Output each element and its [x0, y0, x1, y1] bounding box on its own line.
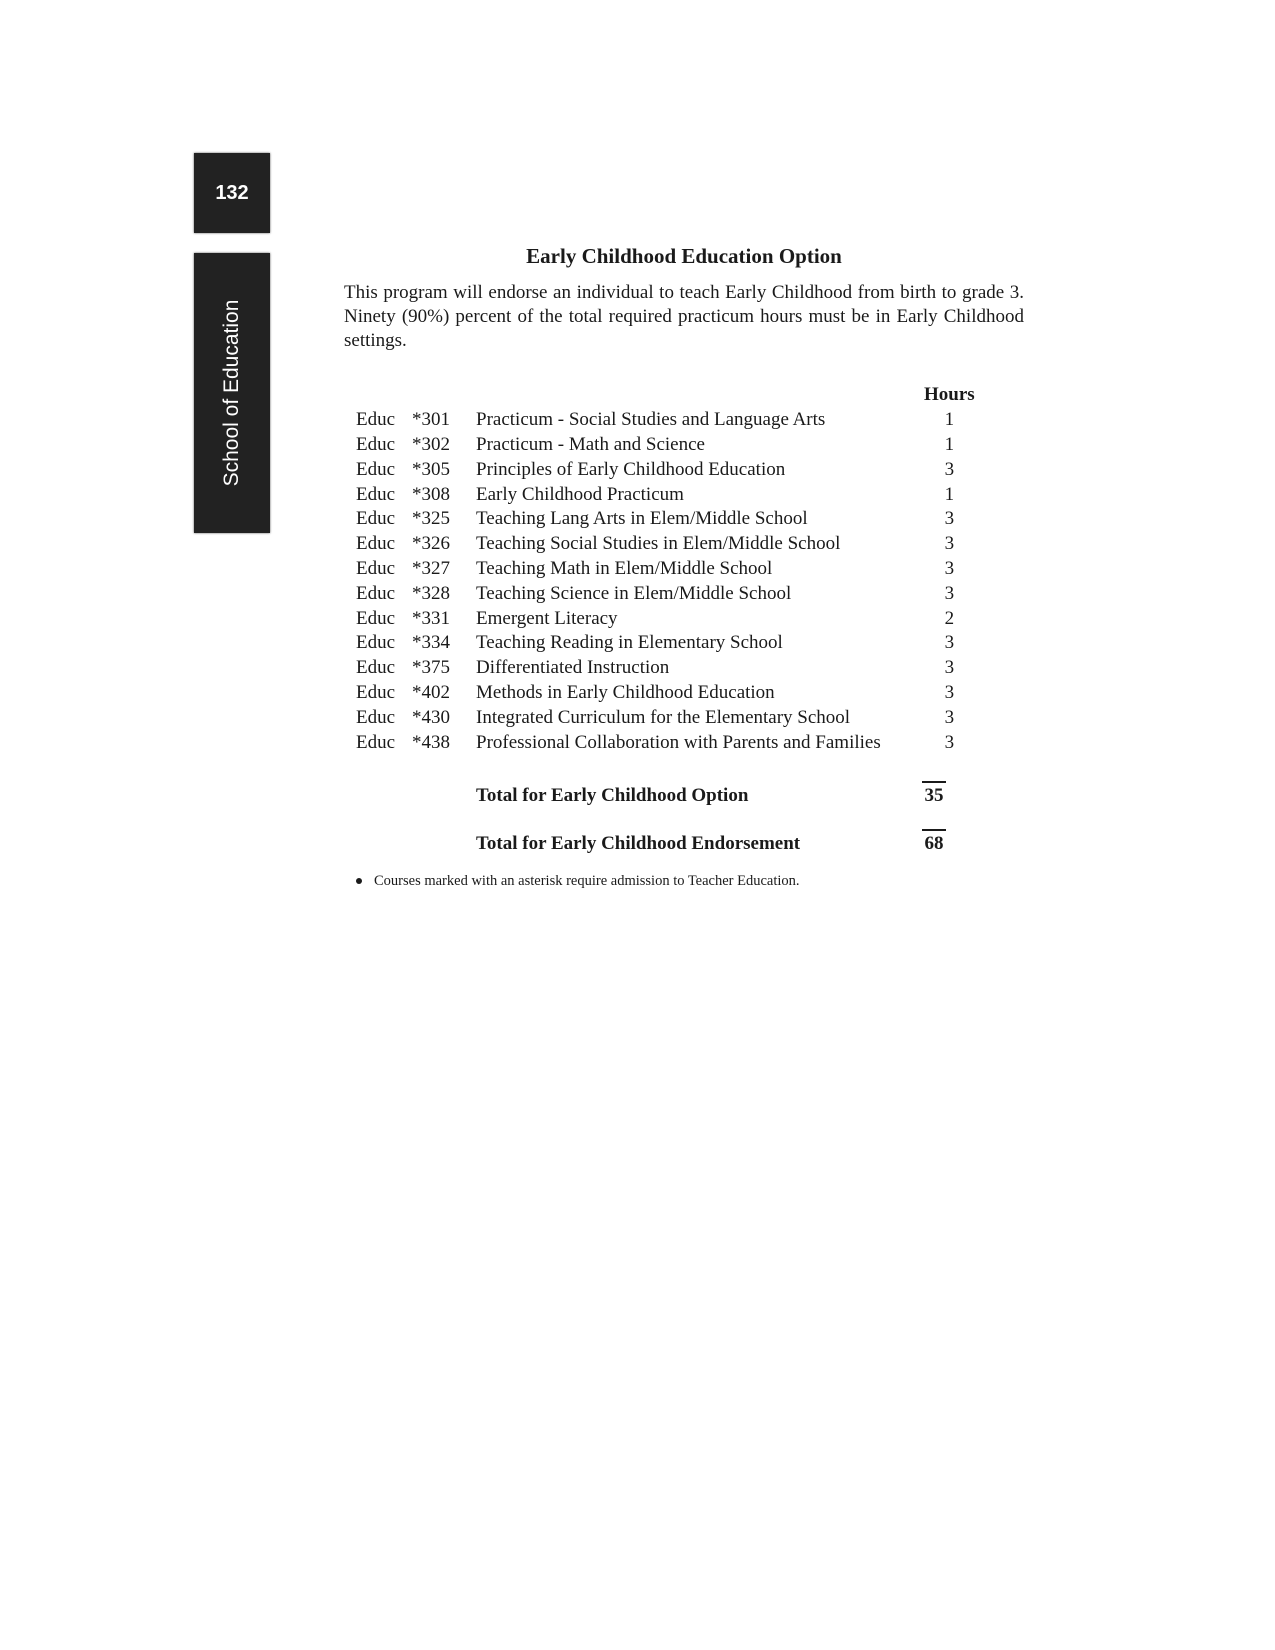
course-row [356, 606, 975, 631]
course-number: *305 [412, 458, 450, 480]
course-title: Teaching Social Studies in Elem/Middle School [476, 533, 841, 555]
course-row [356, 631, 975, 656]
course-number: *325 [412, 508, 450, 530]
course-hours: 3 [944, 681, 955, 703]
course-row [356, 507, 975, 532]
course-hours: 1 [944, 409, 955, 431]
header-blank-num [412, 383, 476, 408]
course-row [356, 730, 975, 755]
course-dept: Educ [356, 657, 396, 679]
total-value: 68 [922, 829, 946, 855]
course-dept: Educ [356, 433, 396, 455]
course-row [356, 581, 975, 606]
course-hours: 3 [944, 632, 955, 654]
course-number: *438 [412, 731, 450, 753]
course-hours: 1 [944, 483, 955, 505]
footnote-text: Courses marked with an asterisk require admission to Teacher Education. [374, 872, 800, 889]
course-number: *326 [412, 533, 450, 555]
course-title: Practicum - Math and Science [476, 433, 705, 455]
page-title: Early Childhood Education Option [526, 244, 842, 268]
total-label: Total for Early Childhood Option [476, 784, 749, 806]
course-dept: Educ [356, 508, 396, 530]
course-number: *334 [412, 632, 450, 654]
course-dept: Educ [356, 557, 396, 579]
header-blank-title [476, 383, 924, 408]
page-content [344, 240, 1024, 890]
course-title: Differentiated Instruction [476, 657, 670, 679]
bullet-icon [356, 878, 362, 884]
course-row [356, 532, 975, 557]
course-title: Practicum - Social Studies and Language Arts [476, 409, 826, 431]
course-number: *301 [412, 409, 450, 431]
course-number: *302 [412, 433, 450, 455]
course-row [356, 557, 975, 582]
course-number: *327 [412, 557, 450, 579]
course-row [356, 408, 975, 433]
course-number: *375 [412, 657, 450, 679]
course-number: *402 [412, 681, 450, 703]
course-hours: 3 [944, 706, 955, 728]
course-title: Teaching Lang Arts in Elem/Middle School [476, 508, 808, 530]
course-table-header [356, 383, 975, 408]
course-number: *308 [412, 483, 450, 505]
intro-paragraph: This program will endorse an individual to teach Early Childhood from birth to grade 3. Ninety (90%) percent of the total required practicum hours must be in Early Childhood settings. [344, 282, 1024, 351]
course-title: Methods in Early Childhood Education [476, 681, 775, 703]
page-number-tab [194, 153, 270, 233]
course-title: Teaching Science in Elem/Middle School [476, 582, 792, 604]
course-row [356, 433, 975, 458]
course-title: Teaching Math in Elem/Middle School [476, 557, 773, 579]
course-dept: Educ [356, 458, 396, 480]
course-dept: Educ [356, 409, 396, 431]
course-dept: Educ [356, 706, 396, 728]
course-hours: 1 [944, 433, 955, 455]
course-dept: Educ [356, 483, 396, 505]
course-hours: 3 [944, 508, 955, 530]
course-dept: Educ [356, 582, 396, 604]
course-hours: 3 [944, 557, 955, 579]
course-dept: Educ [356, 607, 396, 629]
course-row [356, 681, 975, 706]
course-dept: Educ [356, 632, 396, 654]
page-number: 132 [215, 181, 249, 204]
course-hours: 3 [944, 458, 955, 480]
section-tab [194, 253, 270, 533]
course-hours: 3 [944, 533, 955, 555]
total-row-endorsement [476, 825, 946, 855]
course-dept: Educ [356, 681, 396, 703]
course-title: Professional Collaboration with Parents and Families [476, 731, 881, 753]
course-row [356, 482, 975, 507]
hours-header: Hours [924, 384, 975, 406]
course-number: *430 [412, 706, 450, 728]
section-tab-label: School of Education [220, 299, 243, 487]
course-dept: Educ [356, 533, 396, 555]
course-hours: 3 [944, 731, 955, 753]
course-table [356, 383, 975, 755]
footnote [356, 873, 1024, 890]
course-list [356, 408, 975, 755]
course-title: Principles of Early Childhood Education [476, 458, 786, 480]
total-label: Total for Early Childhood Endorsement [476, 832, 801, 854]
course-title: Integrated Curriculum for the Elementary School [476, 706, 851, 728]
course-dept: Educ [356, 731, 396, 753]
course-row [356, 457, 975, 482]
course-number: *331 [412, 607, 450, 629]
course-hours: 3 [944, 582, 955, 604]
course-number: *328 [412, 582, 450, 604]
course-title: Emergent Literacy [476, 607, 618, 629]
course-title: Early Childhood Practicum [476, 483, 684, 505]
course-row [356, 705, 975, 730]
course-hours: 3 [944, 657, 955, 679]
total-value: 35 [922, 781, 946, 807]
course-title: Teaching Reading in Elementary School [476, 632, 783, 654]
header-blank-dept [356, 383, 412, 408]
course-row [356, 656, 975, 681]
course-hours: 2 [944, 607, 955, 629]
totals [476, 777, 946, 855]
total-row-option [476, 777, 946, 807]
